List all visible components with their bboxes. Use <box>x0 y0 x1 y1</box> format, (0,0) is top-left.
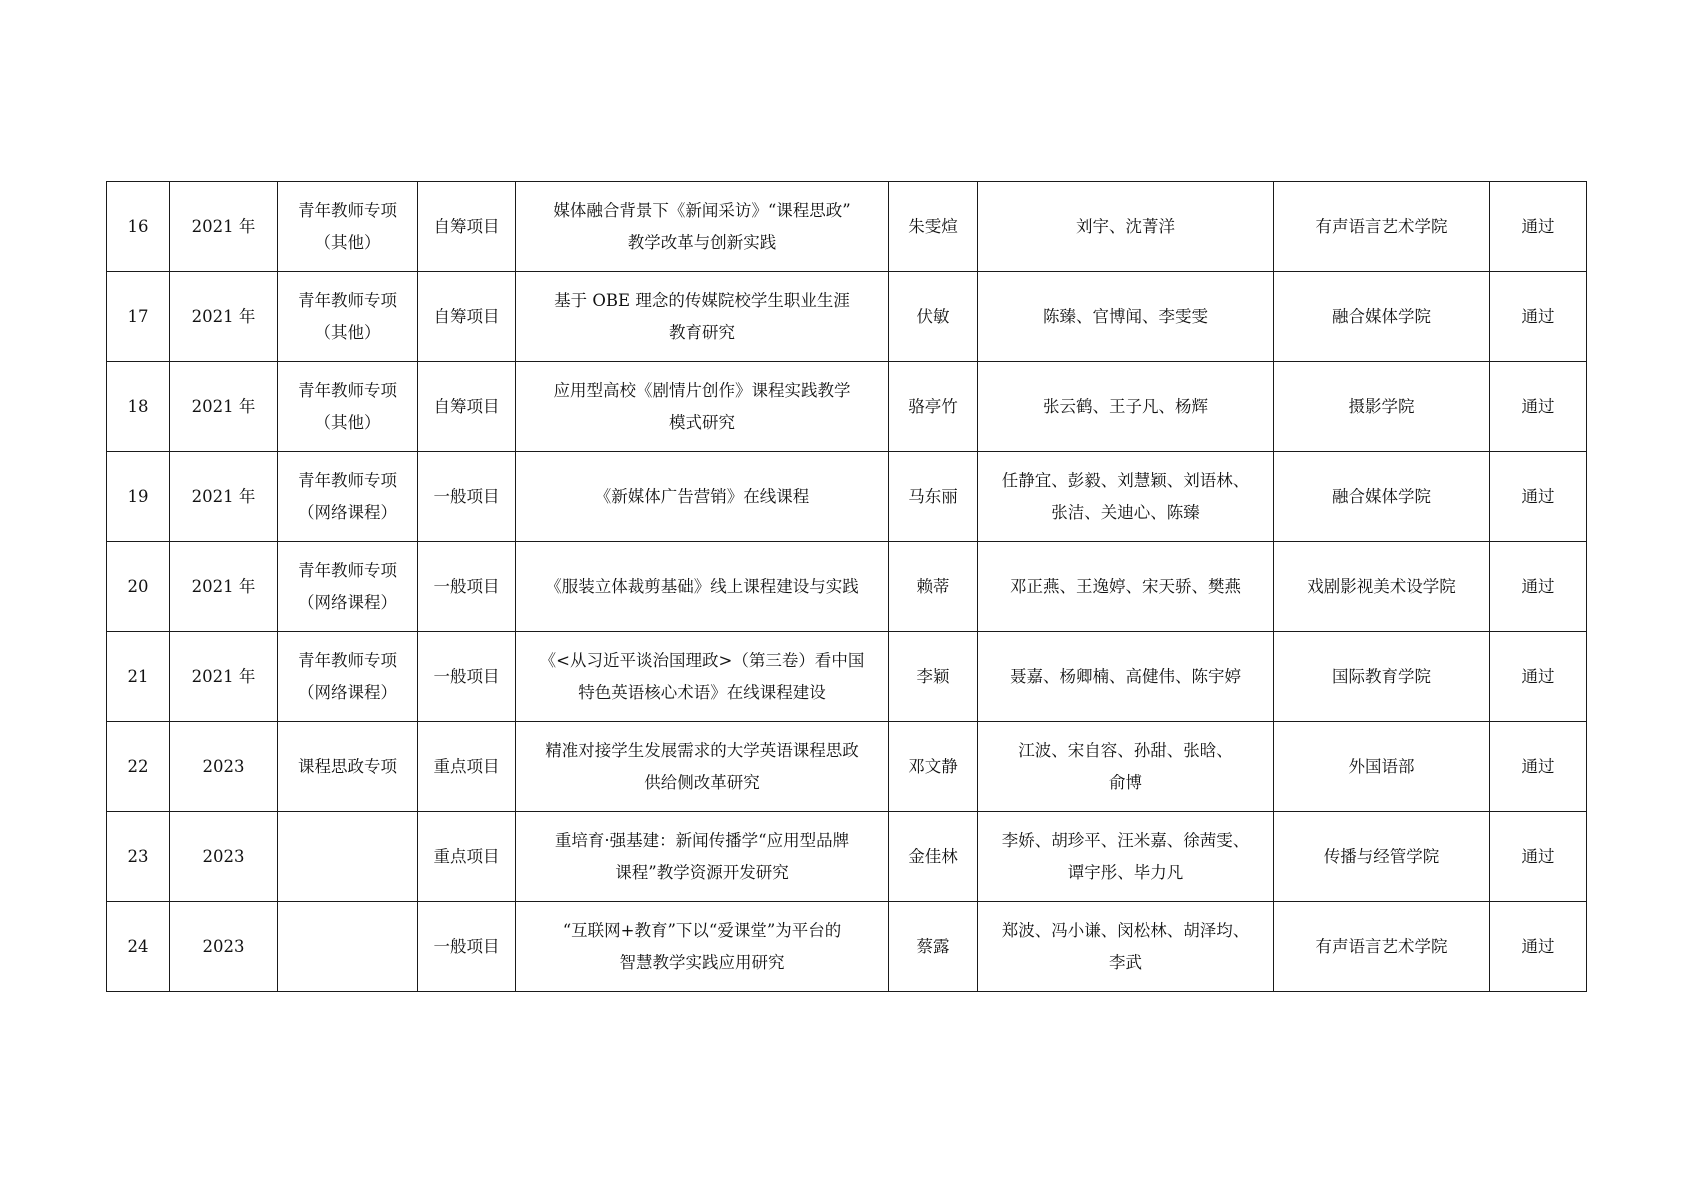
cell-project-title-line: 《新媒体广告营销》在线课程 <box>594 486 810 506</box>
cell-category-line: （网络课程） <box>298 682 397 702</box>
project-table <box>106 181 1587 992</box>
cell-members-line: 俞博 <box>1109 772 1142 792</box>
cell-leader: 邓文静 <box>889 722 978 812</box>
cell-college: 戏剧影视美术设学院 <box>1274 542 1490 632</box>
cell-year: 2023 <box>170 722 278 812</box>
cell-number: 20 <box>107 542 170 632</box>
cell-year: 2021 年 <box>170 272 278 362</box>
cell-category-line: （其他） <box>314 322 381 342</box>
cell-result: 通过 <box>1490 542 1587 632</box>
cell-college: 外国语部 <box>1274 722 1490 812</box>
cell-result: 通过 <box>1490 812 1587 902</box>
cell-project-title-line: 教学改革与创新实践 <box>627 232 777 252</box>
cell-leader: 骆亭竹 <box>889 362 978 452</box>
cell-leader: 蔡露 <box>889 902 978 992</box>
cell-category <box>278 902 418 992</box>
cell-category-line: （网络课程） <box>298 502 397 522</box>
cell-year: 2023 <box>170 812 278 902</box>
cell-level: 一般项目 <box>418 452 516 542</box>
cell-number: 21 <box>107 632 170 722</box>
cell-result: 通过 <box>1490 362 1587 452</box>
cell-category <box>278 812 418 902</box>
cell-number: 24 <box>107 902 170 992</box>
cell-members <box>978 722 1274 812</box>
cell-members-line: 任静宜、彭毅、刘慧颖、刘语林、 <box>1001 470 1250 490</box>
cell-members <box>978 452 1274 542</box>
cell-project-title <box>516 542 889 632</box>
table-row <box>107 452 1587 542</box>
cell-category-line: 青年教师专项 <box>298 200 397 220</box>
cell-members-line: 李武 <box>1109 952 1142 972</box>
cell-members-line: 李娇、胡珍平、汪米嘉、徐茜雯、 <box>1001 830 1250 850</box>
cell-result: 通过 <box>1490 632 1587 722</box>
cell-level: 一般项目 <box>418 542 516 632</box>
cell-year: 2021 年 <box>170 182 278 272</box>
cell-members-line: 江波、宋自容、孙甜、张晗、 <box>1018 740 1233 760</box>
cell-project-title <box>516 632 889 722</box>
cell-members <box>978 632 1274 722</box>
table-row <box>107 362 1587 452</box>
cell-members <box>978 182 1274 272</box>
cell-college: 有声语言艺术学院 <box>1274 182 1490 272</box>
cell-number: 17 <box>107 272 170 362</box>
cell-year: 2021 年 <box>170 362 278 452</box>
cell-college: 融合媒体学院 <box>1274 452 1490 542</box>
cell-year: 2021 年 <box>170 452 278 542</box>
cell-members <box>978 542 1274 632</box>
cell-members <box>978 812 1274 902</box>
cell-project-title-line: 课程”教学资源开发研究 <box>615 862 789 882</box>
cell-level: 一般项目 <box>418 902 516 992</box>
cell-year: 2023 <box>170 902 278 992</box>
cell-number: 16 <box>107 182 170 272</box>
table-row <box>107 272 1587 362</box>
cell-project-title-line: 特色英语核心术语》在线课程建设 <box>578 682 826 702</box>
cell-project-title-line: 模式研究 <box>669 412 735 432</box>
cell-category <box>278 632 418 722</box>
cell-members-line: 刘宇、沈菁洋 <box>1076 216 1175 236</box>
cell-members-line: 郑波、冯小谦、闵松林、胡泽均、 <box>1001 920 1250 940</box>
cell-number: 19 <box>107 452 170 542</box>
cell-members-line: 邓正燕、王逸婷、宋天骄、樊燕 <box>1010 576 1241 596</box>
cell-level: 自筹项目 <box>418 272 516 362</box>
cell-project-title <box>516 722 889 812</box>
cell-project-title-line: 供给侧改革研究 <box>644 772 760 792</box>
cell-members <box>978 272 1274 362</box>
cell-college: 国际教育学院 <box>1274 632 1490 722</box>
cell-project-title-line: “互联网+教育”下以“爱课堂”为平台的 <box>562 920 842 940</box>
cell-category <box>278 362 418 452</box>
cell-leader: 马东丽 <box>889 452 978 542</box>
table-row <box>107 542 1587 632</box>
table-row <box>107 722 1587 812</box>
cell-level: 重点项目 <box>418 812 516 902</box>
cell-members-line: 谭宇彤、毕力凡 <box>1067 862 1184 882</box>
cell-level: 自筹项目 <box>418 182 516 272</box>
cell-category-line: 青年教师专项 <box>298 650 397 670</box>
cell-level: 自筹项目 <box>418 362 516 452</box>
cell-project-title <box>516 362 889 452</box>
cell-members <box>978 362 1274 452</box>
cell-leader: 朱雯煊 <box>889 182 978 272</box>
cell-project-title-line: 智慧教学实践应用研究 <box>619 952 785 972</box>
table-body <box>107 182 1587 992</box>
cell-project-title-line: 应用型高校《剧情片创作》课程实践教学 <box>553 380 851 400</box>
table-row <box>107 632 1587 722</box>
cell-category <box>278 182 418 272</box>
cell-leader: 赖蒂 <box>889 542 978 632</box>
cell-leader: 伏敏 <box>889 272 978 362</box>
cell-category-line: 青年教师专项 <box>298 380 397 400</box>
cell-leader: 金佳林 <box>889 812 978 902</box>
cell-category-line: 课程思政专项 <box>298 756 397 776</box>
cell-members-line: 张云鹤、王子凡、杨辉 <box>1043 396 1208 416</box>
cell-project-title-line: 《服装立体裁剪基础》线上课程建设与实践 <box>545 576 859 596</box>
cell-project-title <box>516 452 889 542</box>
cell-category-line: 青年教师专项 <box>298 290 397 310</box>
cell-year: 2021 年 <box>170 632 278 722</box>
cell-result: 通过 <box>1490 182 1587 272</box>
cell-category <box>278 452 418 542</box>
cell-project-title-line: 教育研究 <box>669 322 735 342</box>
cell-project-title-line: 《<从习近平谈治国理政>（第三卷）看中国 <box>539 650 865 670</box>
cell-number: 18 <box>107 362 170 452</box>
cell-result: 通过 <box>1490 272 1587 362</box>
cell-project-title <box>516 812 889 902</box>
cell-category-line: 青年教师专项 <box>298 470 397 490</box>
cell-category <box>278 722 418 812</box>
cell-leader: 李颖 <box>889 632 978 722</box>
cell-result: 通过 <box>1490 452 1587 542</box>
cell-college: 有声语言艺术学院 <box>1274 902 1490 992</box>
cell-level: 一般项目 <box>418 632 516 722</box>
cell-project-title-line: 精准对接学生发展需求的大学英语课程思政 <box>545 740 859 760</box>
cell-members-line: 聂嘉、杨卿楠、高健伟、陈宇婷 <box>1010 666 1241 686</box>
table-row <box>107 182 1587 272</box>
cell-year: 2021 年 <box>170 542 278 632</box>
cell-members-line: 陈臻、官博闻、李雯雯 <box>1043 306 1208 326</box>
cell-number: 22 <box>107 722 170 812</box>
cell-category <box>278 542 418 632</box>
cell-result: 通过 <box>1490 902 1587 992</box>
cell-project-title-line: 媒体融合背景下《新闻采访》“课程思政” <box>553 200 851 220</box>
cell-project-title <box>516 902 889 992</box>
cell-members <box>978 902 1274 992</box>
cell-members-line: 张洁、关迪心、陈臻 <box>1051 502 1200 522</box>
cell-category-line: （其他） <box>314 412 381 432</box>
table-row <box>107 812 1587 902</box>
cell-project-title-line: 重培育·强基建：新闻传播学“应用型品牌 <box>554 830 850 850</box>
cell-category-line: （其他） <box>314 232 381 252</box>
cell-category-line: 青年教师专项 <box>298 560 397 580</box>
cell-level: 重点项目 <box>418 722 516 812</box>
cell-project-title-line: 基于 OBE 理念的传媒院校学生职业生涯 <box>554 290 850 310</box>
cell-category <box>278 272 418 362</box>
cell-college: 摄影学院 <box>1274 362 1490 452</box>
cell-college: 融合媒体学院 <box>1274 272 1490 362</box>
cell-category-line: （网络课程） <box>298 592 397 612</box>
cell-project-title <box>516 182 889 272</box>
cell-college: 传播与经管学院 <box>1274 812 1490 902</box>
cell-number: 23 <box>107 812 170 902</box>
table-row <box>107 902 1587 992</box>
cell-project-title <box>516 272 889 362</box>
cell-result: 通过 <box>1490 722 1587 812</box>
